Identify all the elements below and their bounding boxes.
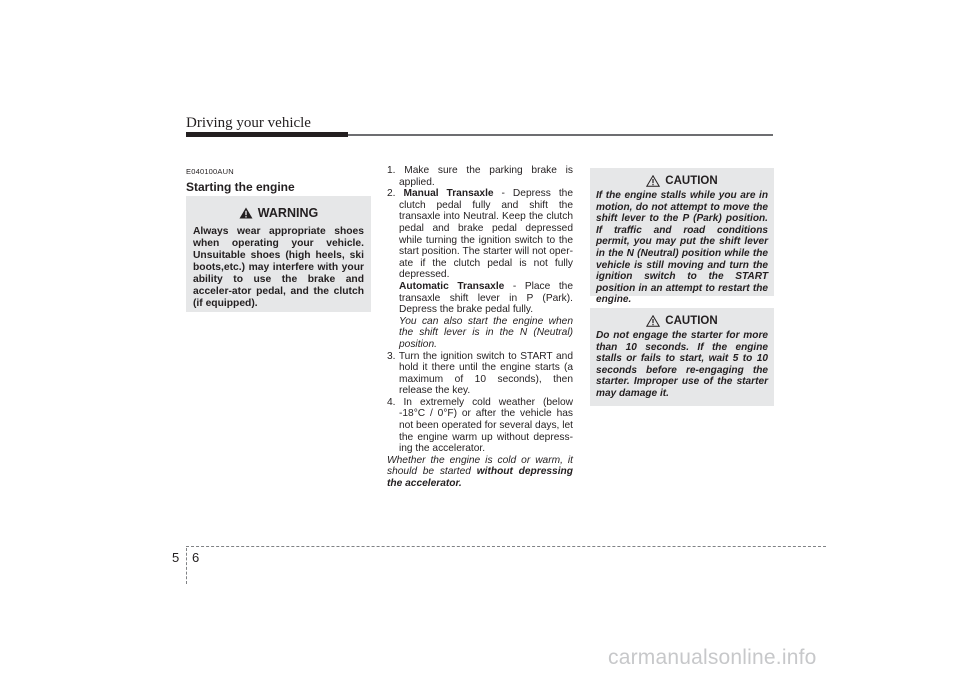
closing-note-emphasis: without depressing the accelerator. [387,466,573,490]
caution-title-row [596,173,768,189]
closing-note [387,455,573,490]
warning-box [186,196,371,312]
caution-title-row [596,313,768,329]
chapter-number: 5 [172,550,180,565]
page-number: 6 [192,550,200,565]
step-1: 1. Make sure the parking brake is applied. [387,165,573,188]
caution-body: Do not engage the starter for more than 10 seconds. If the engine stalls or fails to start, wait 5 to 10 seconds before re-engaging the starter. Improper use of the starter may damage it. [596,330,768,399]
caution-body: If the engine stalls while you are in motion, do not attempt to move the shift lever to the P (Park) position. If traffic and road conditions permit, you may put the shift lever in the N (Neutral) position while the vehicle is still moving and turn the ignition switch to the START position in an attempt to restart the engine. [596,190,768,306]
step-4: 4. In extremely cold weather (below -18°C / 0°F) or after the vehicle has not been operated for several days, let the engine warm up without depress-ing the accelerator. [387,396,573,455]
manual-transaxle-label: Manual Transaxle [403,188,494,200]
caution-title: CAUTION [665,175,718,187]
warning-title: WARNING [257,206,319,220]
automatic-transaxle-text: - Place the transaxle shift lever in P (Park). Depress the brake pedal fully. [399,280,573,316]
caution-box-starter [590,308,774,406]
manual-transaxle-text: - Depress the clutch pedal fully and shift the transaxle into Neutral. Keep the clutch pedal and brake pedal depressed while turning the ignition switch to the start position. The starter will not oper-ate if the clutch pedal is not fully depressed. [399,188,574,281]
warning-triangle-icon [239,207,253,219]
step-3: 3. Turn the ignition switch to START and hold it there until the engine starts (a maximum of 10 seconds), then release the key. [387,350,573,397]
step-2-number: 2. [387,188,404,200]
header-rule-thick [186,132,348,137]
footer-divider [186,548,187,584]
step-2 [387,188,573,281]
automatic-transaxle-label: Automatic Transaxle [399,280,505,292]
header-rule-thin [348,134,773,136]
page-header-title: Driving your vehicle [186,115,311,131]
section-code: E040100AUN [186,167,234,176]
section-heading: Starting the engine [186,180,295,194]
warning-title-row [193,204,364,222]
watermark[interactable]: carmanualsonline.info [608,646,817,669]
automatic-transaxle-paragraph [387,281,573,316]
closing-note-text: Whether the engine is cold or warm, it should be started [387,454,573,478]
instructions-column [387,165,573,490]
caution-title: CAUTION [665,315,718,327]
warning-body: Always wear appropriate shoes when operating your vehicle. Unsuitable shoes (high heels, ski boots,etc.) may interfere with your ability to use the brake and acceler-ator pedal, and the clutch (if equipped). [193,226,364,309]
caution-triangle-icon [646,315,660,327]
automatic-transaxle-note: You can also start the engine when the shift lever is in the N (Neutral) position. [399,315,573,350]
footer-rule [186,546,826,547]
caution-box-stall [590,168,774,306]
caution-triangle-icon [646,175,660,187]
